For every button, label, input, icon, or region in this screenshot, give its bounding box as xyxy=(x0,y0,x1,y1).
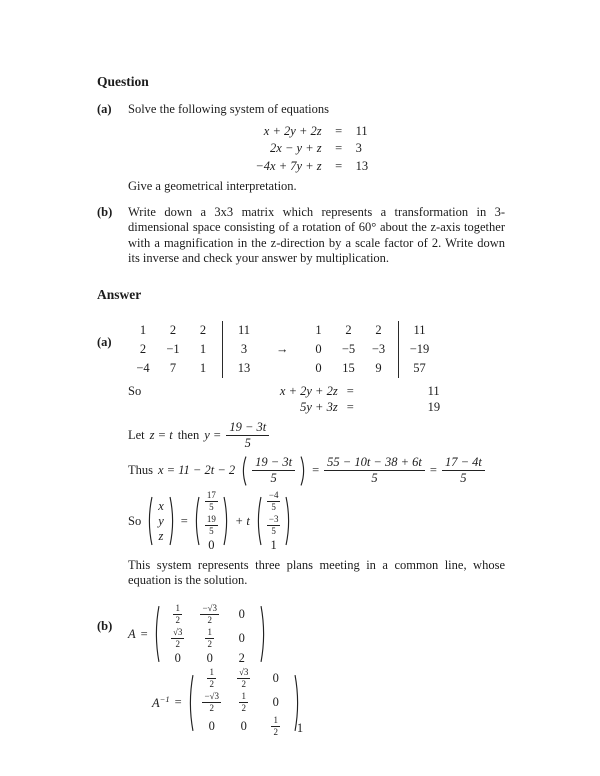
matrix-cell: 2 xyxy=(169,322,177,337)
rhs-column xyxy=(403,321,437,378)
answer-a-label: (a) xyxy=(97,334,112,349)
matrix-cell: 1 xyxy=(199,360,207,375)
equation-lhs: 2x − y + z xyxy=(270,141,322,155)
fraction-denominator: 2 xyxy=(241,678,246,689)
vector-entry: x xyxy=(158,498,164,513)
fraction-numerator: 19 − 3t xyxy=(252,456,295,472)
matrix-cell: 2 xyxy=(375,322,382,337)
matrix-cell: 3 xyxy=(240,341,248,356)
answer-b-label: (b) xyxy=(97,618,113,633)
vector-solution-line xyxy=(128,491,505,552)
vector-entries xyxy=(155,500,167,543)
augment-bar xyxy=(398,321,399,378)
let-line xyxy=(128,421,505,451)
fraction-denominator: 5 xyxy=(371,471,378,485)
answer-part-a xyxy=(97,315,505,589)
matrix-A-inverse-symbol xyxy=(152,694,170,711)
fraction-numerator: 19 xyxy=(205,515,218,527)
question-part-b xyxy=(97,205,505,267)
vector-entry: 0 xyxy=(208,537,215,552)
small-fraction xyxy=(205,515,218,537)
matrix-symbol-base: A xyxy=(152,696,160,711)
matrix-cell: 0 xyxy=(206,650,213,665)
fraction-denominator: 5 xyxy=(460,471,467,485)
fraction-denominator: 5 xyxy=(270,471,277,485)
matrix-cell: 15 xyxy=(342,360,355,375)
matrix-cell: 1 xyxy=(315,322,322,337)
equation-rhs: 3 xyxy=(355,141,362,155)
answer-part-b xyxy=(97,599,505,738)
vector-entry: y xyxy=(158,513,164,528)
augment-bar xyxy=(222,321,223,378)
fraction-numerator: 17 − 4t xyxy=(442,456,485,472)
so-word: So xyxy=(128,513,142,528)
fraction-numerator: 1 xyxy=(271,716,280,728)
fraction-denominator: 5 xyxy=(271,525,276,536)
part-b-text: Write down a 3x3 matrix which represents a transformation in 3-dimensional space consisting of a rotation of 60° about the z-axis together with a magnification in the z-direction by a scale factor of 2. Write down its inverse and check your answer by multiplication. xyxy=(128,204,505,265)
fraction-numerator: 1 xyxy=(205,628,214,640)
left-paren-icon xyxy=(193,496,200,546)
fraction-denominator: 2 xyxy=(175,638,180,649)
answer-a-body xyxy=(128,315,505,589)
conclusion-text: This system represents three plans meeting in a common line, whose equation is the solution. xyxy=(128,557,505,587)
part-b-body xyxy=(128,205,505,267)
fraction-denominator: 5 xyxy=(271,501,276,512)
equals-sign: = xyxy=(335,158,343,173)
small-fraction xyxy=(267,491,281,513)
matrix-cell: 2 xyxy=(345,322,352,337)
matrix-cell: 1 xyxy=(139,322,147,337)
matrix-A xyxy=(153,604,267,665)
thus-math: x = 11 − 2t − 2 xyxy=(158,463,236,477)
equation-system-wrap xyxy=(128,123,505,176)
page-number: 1 xyxy=(296,721,304,735)
matrix-cell: 0 xyxy=(174,650,181,665)
matrix-cell: 0 xyxy=(272,671,279,685)
inverse-exponent: −1 xyxy=(159,693,170,704)
matrix-cell: −1 xyxy=(166,341,180,356)
fraction-denominator: 2 xyxy=(209,702,214,713)
equation-rhs: 13 xyxy=(355,158,369,173)
fraction-numerator: 17 xyxy=(205,491,218,503)
thus-line xyxy=(128,456,505,486)
matrix-cell: −5 xyxy=(341,341,356,356)
small-fraction xyxy=(202,692,221,714)
matrix-cell: 2 xyxy=(139,341,147,356)
vector-entries xyxy=(264,491,284,552)
small-fraction xyxy=(239,692,248,714)
small-fraction xyxy=(205,628,214,650)
matrix-cell: 9 xyxy=(375,360,382,375)
matrix-cell: 7 xyxy=(169,360,177,375)
fraction-denominator: 2 xyxy=(273,726,278,737)
then-word: then xyxy=(177,428,200,442)
equation-lhs: −4x + 7y + z xyxy=(255,158,322,173)
small-fraction xyxy=(237,668,250,690)
matrix-cell: −19 xyxy=(409,341,430,356)
small-fraction xyxy=(267,515,281,537)
equation-lhs: x + 2y + 2z xyxy=(279,383,338,398)
equation-lhs: x + 2y + 2z xyxy=(263,123,322,138)
part-a-outro: Give a geometrical interpretation. xyxy=(128,179,297,193)
matrix-cell: 0 xyxy=(208,719,215,733)
matrix-cell xyxy=(171,628,184,650)
equation-system xyxy=(255,123,377,176)
matrix-cell: −4 xyxy=(136,360,150,375)
left-paren-icon xyxy=(240,456,247,486)
equals-sign: = xyxy=(312,463,320,477)
matrix-cell: 57 xyxy=(413,360,426,375)
vector-entries xyxy=(202,491,221,552)
augmented-matrix-initial xyxy=(128,321,261,378)
equals-sign: = xyxy=(346,383,354,398)
coefficient-grid xyxy=(128,321,218,378)
right-paren-icon xyxy=(285,496,292,546)
so-word: So xyxy=(128,383,142,398)
column-vector-point xyxy=(193,491,230,552)
matrix-cell: 0 xyxy=(240,719,247,733)
fraction-numerator: 19 − 3t xyxy=(226,421,269,437)
vector-entry xyxy=(267,515,281,537)
augmented-matrix-reduced xyxy=(304,321,437,378)
matrix-cell xyxy=(207,668,216,690)
left-paren-icon xyxy=(255,496,262,546)
vector-entry xyxy=(267,491,281,513)
right-paren-icon xyxy=(260,605,267,663)
plus-t-operator: + t xyxy=(234,513,250,528)
fraction-numerator: −3 xyxy=(267,515,281,527)
rhs-column xyxy=(227,321,261,378)
fraction-denominator: 5 xyxy=(244,436,251,450)
fraction-numerator: −√3 xyxy=(202,692,221,704)
fraction-numerator: 1 xyxy=(207,668,216,680)
fraction-numerator: √3 xyxy=(171,628,184,640)
equals-sign: = xyxy=(429,463,437,477)
equals-sign: = xyxy=(180,513,188,528)
matrix-cell: 13 xyxy=(237,360,251,375)
left-paren-icon xyxy=(153,605,160,663)
vector-entry xyxy=(205,491,218,513)
fraction-numerator: −√3 xyxy=(200,604,219,616)
small-fraction xyxy=(205,491,218,513)
fraction-denominator: 5 xyxy=(209,525,214,536)
matrix-A-line xyxy=(128,604,505,665)
answer-b-body xyxy=(128,599,505,738)
fraction-numerator: 1 xyxy=(173,604,182,616)
matrix-cell: 0 xyxy=(315,360,322,375)
fraction-denominator: 2 xyxy=(209,678,214,689)
arrow-right-icon: → xyxy=(276,341,289,356)
equation-rhs: 11 xyxy=(427,383,440,398)
fraction xyxy=(252,456,295,486)
matrix-cell xyxy=(173,604,182,626)
right-paren-icon xyxy=(300,456,307,486)
column-vector-xyz xyxy=(146,496,176,546)
question-part-a xyxy=(97,102,505,195)
fraction-denominator: 2 xyxy=(241,702,246,713)
matrix-cell: 0 xyxy=(272,695,279,709)
answer-heading: Answer xyxy=(97,286,142,302)
matrix-entries xyxy=(162,604,258,665)
small-fraction xyxy=(173,604,182,626)
fraction-denominator: 5 xyxy=(209,501,214,512)
small-fraction xyxy=(171,628,184,650)
fraction xyxy=(442,456,485,486)
matrix-cell: 0 xyxy=(238,631,245,645)
equals-sign: = xyxy=(335,123,343,138)
small-fraction xyxy=(207,668,216,690)
equals-sign: = xyxy=(140,626,148,641)
matrix-cell xyxy=(239,692,248,714)
matrix-cell: 11 xyxy=(413,322,426,337)
part-a-label: (a) xyxy=(97,102,112,116)
let-math-2: y = xyxy=(204,428,222,442)
equation-rhs: 11 xyxy=(355,123,368,138)
matrix-cell: 0 xyxy=(315,341,322,356)
matrix-cell xyxy=(237,668,250,690)
fraction-numerator: 1 xyxy=(239,692,248,704)
fraction-denominator: 2 xyxy=(207,614,212,625)
vector-entry xyxy=(205,515,218,537)
small-fraction xyxy=(200,604,219,626)
fraction xyxy=(226,421,269,451)
part-a-intro: Solve the following system of equations xyxy=(128,102,330,116)
part-a-body xyxy=(128,102,505,195)
equals-sign: = xyxy=(346,400,354,414)
matrix-A-symbol: A xyxy=(128,626,136,641)
right-paren-icon xyxy=(169,496,176,546)
reduced-system xyxy=(128,383,505,416)
vector-entry: 1 xyxy=(270,537,277,552)
fraction-denominator: 2 xyxy=(207,638,212,649)
let-word: Let xyxy=(128,428,145,442)
matrix-cell xyxy=(202,692,221,714)
matrix-cell xyxy=(205,628,214,650)
coefficient-grid xyxy=(304,321,394,378)
left-paren-icon xyxy=(146,496,153,546)
fraction-denominator: 2 xyxy=(175,614,180,625)
equation-rhs: 19 xyxy=(427,400,441,414)
fraction xyxy=(324,456,425,486)
column-vector-direction xyxy=(255,491,293,552)
let-math-1: z = t xyxy=(149,428,173,442)
right-paren-icon xyxy=(223,496,230,546)
matrix-cell: 11 xyxy=(237,322,251,337)
matrix-cell: 2 xyxy=(238,650,245,665)
fraction-numerator: √3 xyxy=(237,668,250,680)
row-reduction xyxy=(128,321,505,378)
fraction-numerator: 55 − 10t − 38 + 6t xyxy=(324,456,425,472)
matrix-cell: 1 xyxy=(199,341,207,356)
equation-lhs: 5y + 3z xyxy=(300,400,338,414)
part-b-label: (b) xyxy=(97,204,113,219)
thus-word: Thus xyxy=(128,463,153,477)
vector-entry: z xyxy=(158,528,164,543)
question-heading: Question xyxy=(97,74,149,89)
matrix-cell xyxy=(200,604,219,626)
fraction-numerator: −4 xyxy=(267,491,281,503)
matrix-cell: 2 xyxy=(199,322,207,337)
matrix-cell: 0 xyxy=(238,607,245,621)
matrix-cell: −3 xyxy=(371,341,386,356)
equals-sign: = xyxy=(174,695,182,709)
equals-sign: = xyxy=(335,141,343,155)
